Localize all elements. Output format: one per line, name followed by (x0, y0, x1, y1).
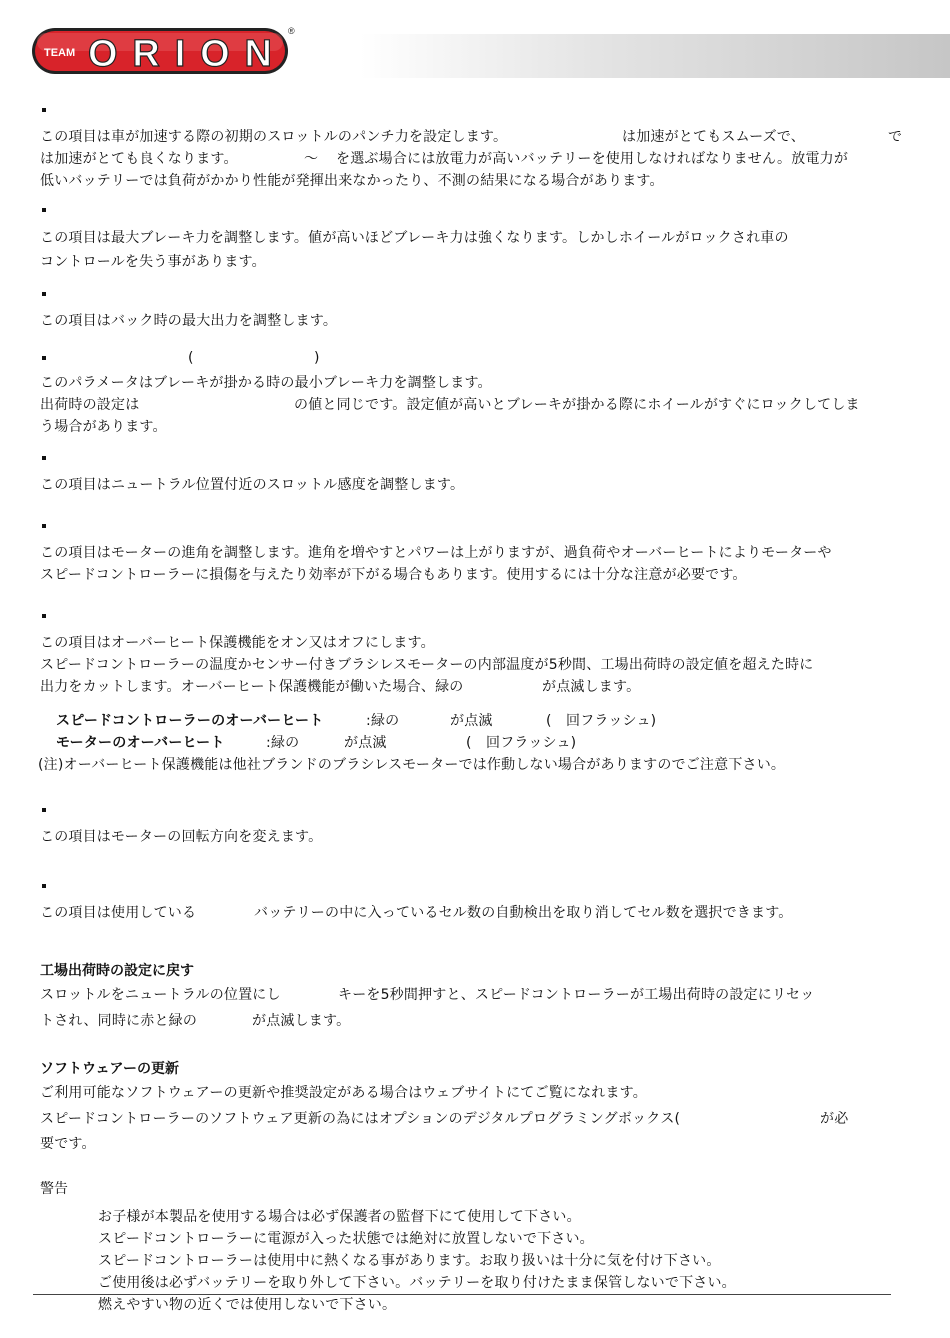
warning-item: スピードコントローラーに電源が入った状態では絶対に放置しないで下さい。 (98, 1231, 594, 1247)
section-warning (40, 1178, 920, 1316)
bullet-icon (42, 808, 46, 812)
section-title (40, 350, 920, 366)
text-fragment: で (888, 129, 903, 145)
text-line (40, 542, 920, 564)
bullet-icon (42, 108, 46, 112)
text-line (40, 226, 920, 250)
svg-text:TEAM: TEAM (44, 47, 76, 59)
document-body (40, 108, 920, 1316)
team-orion-logo (30, 22, 300, 78)
text-fragment: 〜 (304, 151, 319, 167)
text-fragment: この項目は最大ブレーキ力を調整します。値が高いほどブレーキ力は強くなります。しかしホイールがロックされ車の (40, 230, 789, 246)
text-line (40, 250, 920, 274)
text-fragment: :緑の (366, 713, 400, 729)
text-fragment: スピードコントローラーのソフトウェア更新の為にはオプションのデジタルプログラミングボックス( (40, 1111, 681, 1127)
text-line (40, 732, 920, 754)
text-fragment: 出荷時の設定は (40, 397, 140, 413)
text-line (40, 1106, 920, 1132)
footer-divider (33, 1294, 891, 1295)
section-overheat (40, 614, 920, 784)
section-timing (40, 524, 920, 592)
text-fragment: ( (546, 713, 552, 729)
warning-list (40, 1206, 920, 1316)
section-reverse (40, 292, 920, 340)
text-line (40, 982, 920, 1008)
section-software-update (40, 1058, 920, 1154)
warning-item: ご使用後は必ずバッテリーを取り外して下さい。バッテリーを取り付けたまま保管しないで下さい。 (98, 1275, 736, 1291)
text-fragment: が点滅します。 (252, 1013, 351, 1029)
text-line (40, 372, 920, 394)
bullet-icon (42, 884, 46, 888)
bullet-icon (42, 208, 46, 212)
text-fragment: スロットルをニュートラルの位置にし (40, 987, 281, 1003)
text-fragment: この項目はモーターの進角を調整します。進角を増やすとパワーは上がりますが、過負荷やオーバーヒートによりモーターや (40, 545, 832, 561)
text-fragment: このパラメータはブレーキが掛かる時の最小ブレーキ力を調整します。 (40, 375, 492, 391)
text-fragment: が点滅 (344, 735, 387, 751)
text-fragment: コントロールを失う事があります。 (40, 254, 266, 270)
factory-reset-title: 工場出荷時の設定に戻す (40, 963, 194, 979)
text-fragment: キーを5秒間押すと、スピードコントローラーが工場出荷時の設定にリセッ (338, 987, 815, 1003)
warning-title: 警告 (40, 1181, 68, 1197)
text-fragment: の値と同じです。設定値が高いとブレーキが掛かる際にホイールがすぐにロックしてしま (294, 397, 860, 413)
section-direction (40, 808, 920, 860)
text-fragment: スピードコントローラーの温度かセンサー付きブラシレスモーターの内部温度が5秒間、工場出荷時の設定値を超えた時に (40, 657, 814, 673)
text-line (40, 632, 920, 654)
text-fragment: モーターのオーバーヒート (56, 735, 225, 751)
bullet-icon (42, 524, 46, 528)
bullet-icon (42, 614, 46, 618)
text-fragment: この項目はニュートラル位置付近のスロットル感度を調整します。 (40, 477, 465, 493)
bullet-icon (42, 292, 46, 296)
text-fragment: は加速がとてもスムーズで、 (622, 129, 805, 145)
text-fragment: スピードコントローラーに損傷を与えたり効率が下がる場合もあります。使用するには十分な注意が必要です。 (40, 567, 747, 583)
text-fragment: 要です。 (40, 1136, 96, 1152)
text-line (40, 416, 920, 438)
text-fragment: が点滅 (450, 713, 493, 729)
text-fragment: ご利用可能なソフトウェアーの更新や推奨設定がある場合はウェブサイトにてご覧になれます。 (40, 1085, 647, 1101)
text-line (40, 170, 920, 192)
text-fragment: この項目は使用している (40, 905, 197, 921)
text-line (40, 148, 920, 170)
text-fragment: を選ぶ場合には放電力が高いバッテリーを使用しなければなりません。放電力が (336, 151, 849, 167)
warning-item: スピードコントローラーは使用中に熱くなる事があります。お取り扱いは十分に気を付け下さい。 (98, 1253, 721, 1269)
text-line (40, 1132, 920, 1156)
text-line (40, 1008, 920, 1034)
text-fragment: この項目はバック時の最大出力を調整します。 (40, 313, 338, 329)
text-fragment: が必 (820, 1111, 849, 1127)
text-line (40, 902, 920, 924)
text-fragment: が点滅します。 (542, 679, 641, 695)
text-line (40, 1080, 920, 1106)
warning-item: 燃えやすい物の近くでは使用しないで下さい。 (98, 1297, 397, 1313)
text-line (40, 654, 920, 676)
text-fragment: この項目はモーターの回転方向を変えます。 (40, 829, 323, 845)
warning-item: お子様が本製品を使用する場合は必ず保護者の監督下にて使用して下さい。 (98, 1209, 581, 1225)
section-initial-brake (40, 350, 920, 444)
software-update-title: ソフトウェアーの更新 (40, 1061, 180, 1077)
text-fragment: バッテリーの中に入っているセル数の自動検出を取り消してセル数を選択できます。 (254, 905, 793, 921)
text-fragment: 回フラッシュ) (566, 713, 657, 729)
text-fragment: スピードコントローラーのオーバーヒート (56, 713, 324, 729)
section-brake (40, 208, 920, 282)
note-line (40, 754, 920, 776)
text-line (40, 394, 920, 416)
text-fragment: (注)オーバーヒート保護機能は他社ブランドのブラシレスモーターでは作動しない場合がありますのでご注意下さい。 (38, 757, 786, 773)
svg-text:ORION: ORION (88, 33, 278, 75)
text-line (40, 826, 920, 848)
text-fragment: トされ、同時に赤と緑の (40, 1013, 198, 1029)
section-punch (40, 108, 920, 200)
text-fragment: :緑の (266, 735, 300, 751)
text-fragment: 回フラッシュ) (486, 735, 577, 751)
text-line (40, 676, 920, 698)
text-line (40, 126, 920, 148)
bullet-icon (42, 456, 46, 460)
text-line (40, 564, 920, 586)
text-line (40, 474, 920, 496)
text-line (40, 310, 920, 332)
bullet-icon (42, 356, 46, 360)
text-fragment: 出力をカットします。オーバーヒート保護機能が働いた場合、緑の (40, 679, 464, 695)
section-factory-reset (40, 960, 920, 1030)
svg-text:®: ® (288, 26, 295, 36)
text-fragment: この項目はオーバーヒート保護機能をオン又はオフにします。 (40, 635, 435, 651)
text-fragment: ( (466, 735, 472, 751)
text-line (40, 710, 920, 732)
text-fragment: 低いバッテリーでは負荷がかかり性能が発揮出来なかったり、不測の結果になる場合があります。 (40, 173, 664, 189)
section-neutral (40, 456, 920, 508)
text-fragment: ) (314, 350, 320, 366)
section-lipo-cells (40, 884, 920, 936)
text-fragment: う場合があります。 (40, 419, 167, 435)
text-fragment: は加速がとても良くなります。 (40, 151, 238, 167)
text-fragment: ( (188, 350, 194, 366)
header-gradient-bar (360, 34, 950, 78)
text-fragment: この項目は車が加速する際の初期のスロットルのパンチ力を設定します。 (40, 129, 508, 145)
